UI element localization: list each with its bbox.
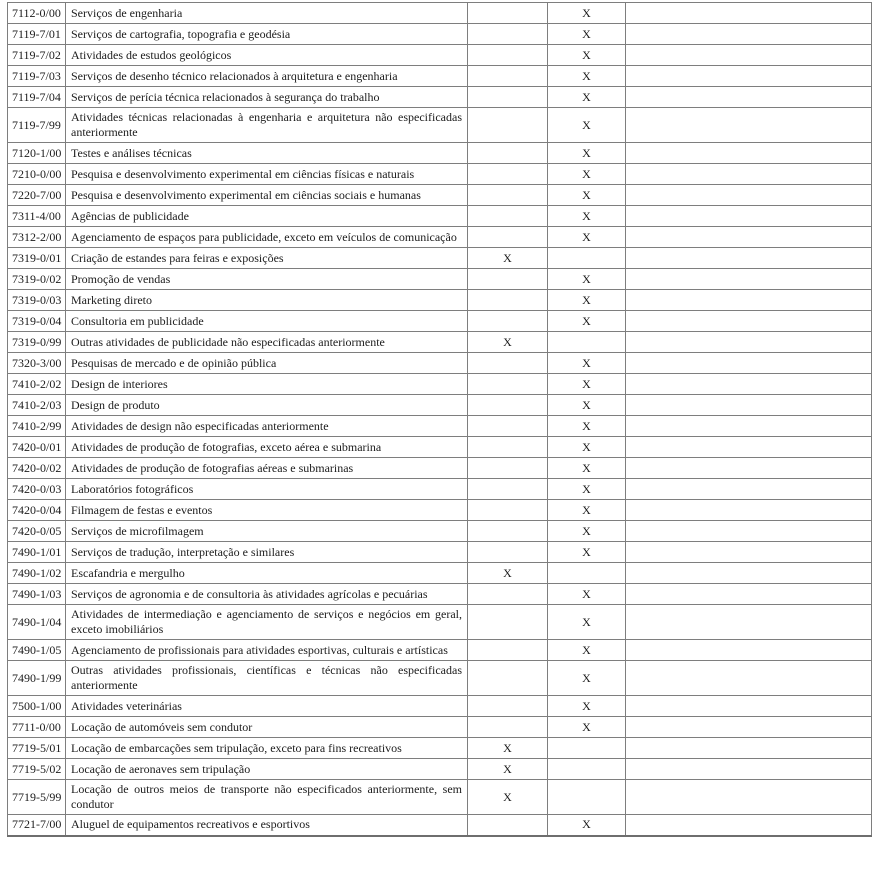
row-mark1-cell: X (468, 759, 548, 780)
row-code-cell: 7319-0/02 (8, 269, 66, 290)
row-description-cell: Outras atividades profissionais, científicas e técnicas não especificadas anteriormente (66, 661, 468, 696)
row-description-cell: Locação de outros meios de transporte não especificados anteriormente, sem condutor (66, 780, 468, 815)
row-code-cell: 7120-1/00 (8, 143, 66, 164)
row-mark2-cell (548, 248, 626, 269)
row-mark1-cell: X (468, 332, 548, 353)
row-mark2-cell: X (548, 290, 626, 311)
row-mark2-cell (548, 759, 626, 780)
row-mark1-cell (468, 108, 548, 143)
row-description-cell: Locação de embarcações sem tripulação, exceto para fins recreativos (66, 738, 468, 759)
row-description-cell: Outras atividades de publicidade não especificadas anteriormente (66, 332, 468, 353)
row-code-cell: 7410-2/02 (8, 374, 66, 395)
row-code-cell: 7721-7/00 (8, 815, 66, 836)
table-row (8, 458, 872, 479)
row-mark2-cell: X (548, 185, 626, 206)
row-mark2-cell: X (548, 416, 626, 437)
table-row (8, 605, 872, 640)
row-description-cell: Serviços de desenho técnico relacionados à arquitetura e engenharia (66, 66, 468, 87)
row-mark2-cell: X (548, 458, 626, 479)
row-notes-cell (626, 332, 872, 353)
row-mark1-cell: X (468, 248, 548, 269)
row-notes-cell (626, 738, 872, 759)
row-mark2-cell: X (548, 3, 626, 24)
row-notes-cell (626, 143, 872, 164)
table-row (8, 738, 872, 759)
row-mark1-cell (468, 542, 548, 563)
row-description-cell: Serviços de agronomia e de consultoria às atividades agrícolas e pecuárias (66, 584, 468, 605)
row-description-cell: Atividades de intermediação e agenciamento de serviços e negócios em geral, exceto imobiliários (66, 605, 468, 640)
row-mark1-cell: X (468, 563, 548, 584)
row-mark2-cell: X (548, 87, 626, 108)
row-mark2-cell: X (548, 479, 626, 500)
row-description-cell: Serviços de tradução, interpretação e similares (66, 542, 468, 563)
row-code-cell: 7490-1/04 (8, 605, 66, 640)
row-mark2-cell: X (548, 374, 626, 395)
row-mark1-cell (468, 227, 548, 248)
row-mark1-cell: X (468, 738, 548, 759)
row-notes-cell (626, 66, 872, 87)
row-code-cell: 7119-7/03 (8, 66, 66, 87)
row-notes-cell (626, 500, 872, 521)
table-row (8, 290, 872, 311)
row-notes-cell (626, 717, 872, 738)
row-code-cell: 7220-7/00 (8, 185, 66, 206)
table-row (8, 780, 872, 815)
row-code-cell: 7719-5/02 (8, 759, 66, 780)
row-description-cell: Agenciamento de espaços para publicidade, exceto em veículos de comunicação (66, 227, 468, 248)
table-row (8, 353, 872, 374)
row-notes-cell (626, 759, 872, 780)
row-notes-cell (626, 206, 872, 227)
row-notes-cell (626, 395, 872, 416)
row-description-cell: Design de interiores (66, 374, 468, 395)
row-notes-cell (626, 584, 872, 605)
table-row (8, 248, 872, 269)
table-row (8, 395, 872, 416)
row-description-cell: Serviços de microfilmagem (66, 521, 468, 542)
row-notes-cell (626, 185, 872, 206)
row-notes-cell (626, 479, 872, 500)
row-mark2-cell: X (548, 164, 626, 185)
table-row (8, 3, 872, 24)
row-mark2-cell: X (548, 584, 626, 605)
row-code-cell: 7420-0/02 (8, 458, 66, 479)
table-row (8, 45, 872, 66)
table-row (8, 661, 872, 696)
table-row (8, 87, 872, 108)
row-code-cell: 7319-0/03 (8, 290, 66, 311)
row-notes-cell (626, 227, 872, 248)
row-description-cell: Pesquisa e desenvolvimento experimental em ciências sociais e humanas (66, 185, 468, 206)
row-mark1-cell (468, 24, 548, 45)
table-row (8, 24, 872, 45)
row-mark1-cell: X (468, 780, 548, 815)
row-mark1-cell (468, 640, 548, 661)
row-code-cell: 7112-0/00 (8, 3, 66, 24)
row-code-cell: 7311-4/00 (8, 206, 66, 227)
row-mark2-cell (548, 563, 626, 584)
row-code-cell: 7312-2/00 (8, 227, 66, 248)
row-description-cell: Serviços de engenharia (66, 3, 468, 24)
row-mark1-cell (468, 605, 548, 640)
row-code-cell: 7490-1/01 (8, 542, 66, 563)
table-row (8, 311, 872, 332)
table-row (8, 185, 872, 206)
row-description-cell: Agenciamento de profissionais para atividades esportivas, culturais e artísticas (66, 640, 468, 661)
row-description-cell: Serviços de perícia técnica relacionados à segurança do trabalho (66, 87, 468, 108)
table-row (8, 374, 872, 395)
row-mark1-cell (468, 500, 548, 521)
row-mark2-cell: X (548, 815, 626, 836)
table-row (8, 206, 872, 227)
row-mark2-cell: X (548, 696, 626, 717)
row-description-cell: Promoção de vendas (66, 269, 468, 290)
row-notes-cell (626, 563, 872, 584)
row-mark2-cell: X (548, 437, 626, 458)
row-mark1-cell (468, 164, 548, 185)
row-mark2-cell: X (548, 227, 626, 248)
row-description-cell: Atividades de produção de fotografias aéreas e submarinas (66, 458, 468, 479)
row-notes-cell (626, 269, 872, 290)
row-mark1-cell (468, 290, 548, 311)
row-description-cell: Escafandria e mergulho (66, 563, 468, 584)
table-row (8, 717, 872, 738)
table-row (8, 269, 872, 290)
row-code-cell: 7490-1/02 (8, 563, 66, 584)
row-description-cell: Atividades de design não especificadas anteriormente (66, 416, 468, 437)
row-notes-cell (626, 353, 872, 374)
row-description-cell: Testes e análises técnicas (66, 143, 468, 164)
row-description-cell: Marketing direto (66, 290, 468, 311)
row-mark1-cell (468, 437, 548, 458)
row-mark1-cell (468, 353, 548, 374)
row-code-cell: 7420-0/03 (8, 479, 66, 500)
table-row (8, 164, 872, 185)
table-row (8, 479, 872, 500)
row-description-cell: Aluguel de equipamentos recreativos e esportivos (66, 815, 468, 836)
table-row (8, 759, 872, 780)
row-mark2-cell: X (548, 66, 626, 87)
row-mark1-cell (468, 311, 548, 332)
table-row (8, 108, 872, 143)
row-code-cell: 7119-7/99 (8, 108, 66, 143)
table-row (8, 66, 872, 87)
row-mark2-cell: X (548, 395, 626, 416)
row-description-cell: Design de produto (66, 395, 468, 416)
row-mark2-cell: X (548, 45, 626, 66)
row-notes-cell (626, 416, 872, 437)
table-row (8, 815, 872, 836)
row-mark1-cell (468, 521, 548, 542)
row-mark1-cell (468, 45, 548, 66)
row-notes-cell (626, 605, 872, 640)
row-mark1-cell (468, 206, 548, 227)
row-notes-cell (626, 542, 872, 563)
row-mark2-cell: X (548, 717, 626, 738)
row-notes-cell (626, 458, 872, 479)
row-mark2-cell: X (548, 542, 626, 563)
row-description-cell: Locação de aeronaves sem tripulação (66, 759, 468, 780)
row-notes-cell (626, 696, 872, 717)
row-mark2-cell: X (548, 353, 626, 374)
row-mark2-cell: X (548, 206, 626, 227)
row-notes-cell (626, 640, 872, 661)
row-description-cell: Atividades técnicas relacionadas à engenharia e arquitetura não especificadas anteriormente (66, 108, 468, 143)
row-code-cell: 7490-1/05 (8, 640, 66, 661)
row-mark2-cell (548, 780, 626, 815)
row-notes-cell (626, 780, 872, 815)
row-description-cell: Criação de estandes para feiras e exposições (66, 248, 468, 269)
row-mark2-cell: X (548, 661, 626, 696)
table-row (8, 332, 872, 353)
row-notes-cell (626, 815, 872, 836)
row-code-cell: 7410-2/03 (8, 395, 66, 416)
row-mark1-cell (468, 479, 548, 500)
row-description-cell: Atividades veterinárias (66, 696, 468, 717)
row-description-cell: Pesquisas de mercado e de opinião pública (66, 353, 468, 374)
row-code-cell: 7119-7/02 (8, 45, 66, 66)
row-description-cell: Laboratórios fotográficos (66, 479, 468, 500)
row-code-cell: 7119-7/04 (8, 87, 66, 108)
row-mark1-cell (468, 696, 548, 717)
row-description-cell: Serviços de cartografia, topografia e geodésia (66, 24, 468, 45)
row-mark1-cell (468, 584, 548, 605)
row-notes-cell (626, 521, 872, 542)
row-mark1-cell (468, 3, 548, 24)
row-notes-cell (626, 661, 872, 696)
row-mark2-cell: X (548, 24, 626, 45)
row-mark2-cell: X (548, 311, 626, 332)
row-mark1-cell (468, 66, 548, 87)
table-row (8, 696, 872, 717)
row-mark2-cell (548, 332, 626, 353)
row-mark2-cell: X (548, 521, 626, 542)
row-mark2-cell (548, 738, 626, 759)
row-mark1-cell (468, 374, 548, 395)
row-notes-cell (626, 311, 872, 332)
row-code-cell: 7420-0/04 (8, 500, 66, 521)
row-mark1-cell (468, 269, 548, 290)
row-mark2-cell: X (548, 108, 626, 143)
cnae-activities-table (7, 2, 872, 837)
row-mark1-cell (468, 458, 548, 479)
row-code-cell: 7719-5/01 (8, 738, 66, 759)
row-code-cell: 7210-0/00 (8, 164, 66, 185)
row-mark1-cell (468, 815, 548, 836)
table-row (8, 227, 872, 248)
row-notes-cell (626, 108, 872, 143)
row-notes-cell (626, 24, 872, 45)
row-notes-cell (626, 45, 872, 66)
row-notes-cell (626, 290, 872, 311)
row-mark2-cell: X (548, 500, 626, 521)
row-code-cell: 7410-2/99 (8, 416, 66, 437)
row-description-cell: Consultoria em publicidade (66, 311, 468, 332)
table-row (8, 437, 872, 458)
table-row (8, 542, 872, 563)
row-notes-cell (626, 164, 872, 185)
row-description-cell: Atividades de estudos geológicos (66, 45, 468, 66)
row-code-cell: 7500-1/00 (8, 696, 66, 717)
row-mark1-cell (468, 717, 548, 738)
row-mark1-cell (468, 185, 548, 206)
table-row (8, 416, 872, 437)
row-mark1-cell (468, 395, 548, 416)
table-row (8, 500, 872, 521)
row-mark2-cell: X (548, 605, 626, 640)
row-code-cell: 7319-0/99 (8, 332, 66, 353)
table-row (8, 563, 872, 584)
row-code-cell: 7320-3/00 (8, 353, 66, 374)
table-row (8, 584, 872, 605)
row-code-cell: 7420-0/01 (8, 437, 66, 458)
row-notes-cell (626, 248, 872, 269)
row-notes-cell (626, 374, 872, 395)
row-code-cell: 7119-7/01 (8, 24, 66, 45)
row-code-cell: 7319-0/01 (8, 248, 66, 269)
row-mark1-cell (468, 416, 548, 437)
row-code-cell: 7420-0/05 (8, 521, 66, 542)
row-code-cell: 7711-0/00 (8, 717, 66, 738)
row-mark2-cell: X (548, 640, 626, 661)
row-code-cell: 7319-0/04 (8, 311, 66, 332)
row-mark2-cell: X (548, 143, 626, 164)
table-row (8, 143, 872, 164)
table-row (8, 521, 872, 542)
row-description-cell: Agências de publicidade (66, 206, 468, 227)
row-description-cell: Locação de automóveis sem condutor (66, 717, 468, 738)
row-notes-cell (626, 87, 872, 108)
row-mark1-cell (468, 87, 548, 108)
row-mark1-cell (468, 143, 548, 164)
table-row (8, 640, 872, 661)
row-notes-cell (626, 3, 872, 24)
row-mark2-cell: X (548, 269, 626, 290)
table-body (8, 3, 872, 836)
row-description-cell: Filmagem de festas e eventos (66, 500, 468, 521)
row-code-cell: 7719-5/99 (8, 780, 66, 815)
row-code-cell: 7490-1/99 (8, 661, 66, 696)
row-mark1-cell (468, 661, 548, 696)
row-notes-cell (626, 437, 872, 458)
row-description-cell: Pesquisa e desenvolvimento experimental em ciências físicas e naturais (66, 164, 468, 185)
row-code-cell: 7490-1/03 (8, 584, 66, 605)
row-description-cell: Atividades de produção de fotografias, exceto aérea e submarina (66, 437, 468, 458)
